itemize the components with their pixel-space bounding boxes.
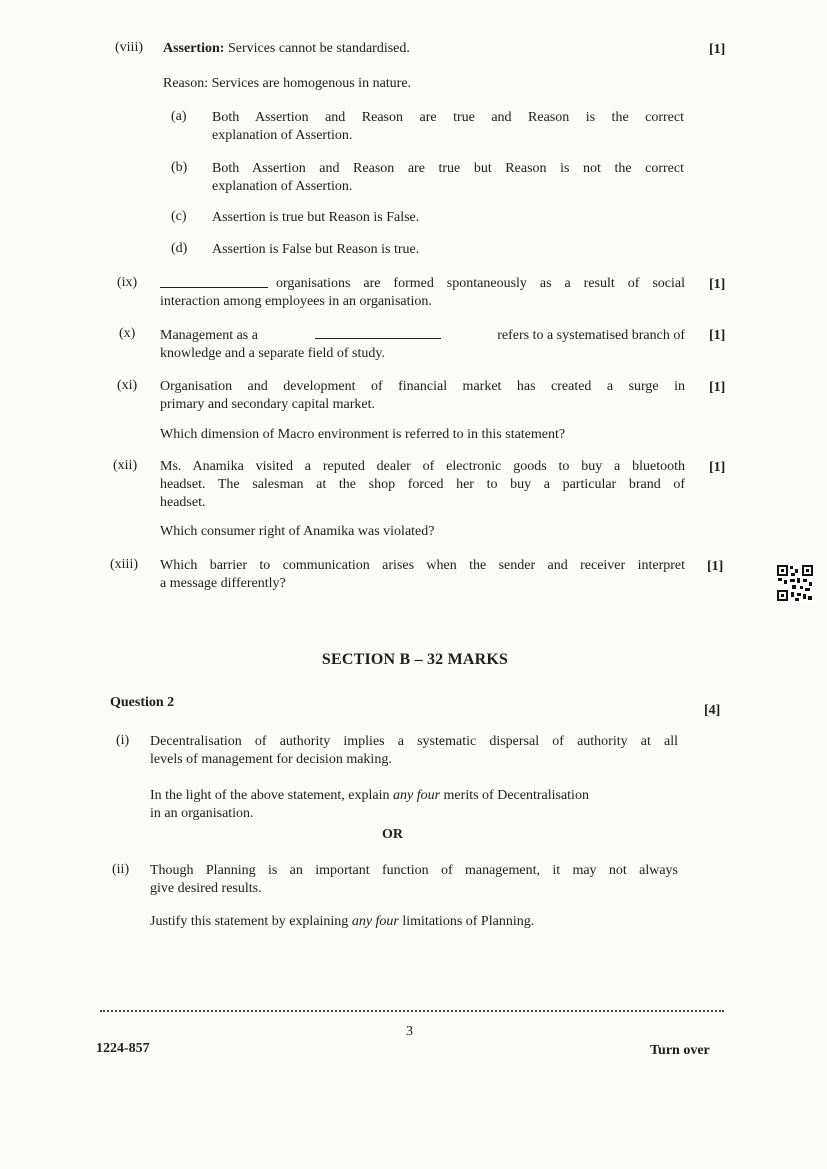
question-number: (viii) <box>115 40 143 55</box>
question-number: (x) <box>119 326 136 341</box>
question-number: (i) <box>116 733 130 748</box>
emphasis-text: any four <box>392 788 441 803</box>
reason-label: Reason: <box>163 76 209 91</box>
paper-code: 1224-857 <box>96 1041 150 1056</box>
fill-blank <box>160 275 268 288</box>
qr-code-icon <box>776 564 814 602</box>
question-label: Question 2 <box>110 695 175 710</box>
option-line: Both Assertion and Reason are true but Reason is not the correct <box>212 161 684 176</box>
option-c: Assertion is true but Reason is False. <box>212 210 420 225</box>
emphasis-text: any four <box>351 914 399 929</box>
question-line: Which barrier to communication arises when the sender and receiver interpret <box>160 558 685 573</box>
question-number: (ii) <box>112 862 130 877</box>
option-letter: (c) <box>171 209 187 224</box>
assertion-line <box>163 40 683 58</box>
text-span: limitations of Planning. <box>398 914 535 929</box>
reason-line <box>163 75 683 93</box>
text-span: In the light of the above statement, explain <box>150 788 393 803</box>
option-line: explanation of Assertion. <box>212 128 353 143</box>
option-letter: (d) <box>171 241 188 256</box>
option-letter: (b) <box>171 160 188 175</box>
question-number: (xi) <box>117 378 138 393</box>
option-d: Assertion is False but Reason is true. <box>212 242 420 257</box>
question-line: headset. <box>160 495 206 510</box>
marks-label: [1] <box>709 460 726 475</box>
question-text <box>160 557 685 593</box>
option-letter: (a) <box>171 109 187 124</box>
question-text <box>160 275 685 311</box>
question-line: primary and secondary capital market. <box>160 397 375 412</box>
assertion-text: Services cannot be standardised. <box>224 41 410 56</box>
question-line: Which consumer right of Anamika was violated? <box>160 524 435 539</box>
question-text <box>160 326 685 363</box>
option-line: Both Assertion and Reason are true and Reason is the correct <box>212 110 684 125</box>
turn-over-label: Turn over <box>650 1043 710 1058</box>
question-line: Decentralisation of authority implies a systematic dispersal of authority at all <box>150 734 678 749</box>
question-text <box>160 378 685 414</box>
option-a <box>212 109 684 145</box>
fill-blank <box>315 326 441 339</box>
question-text <box>150 913 678 931</box>
question-text <box>150 862 678 898</box>
question-line: Management as a <box>160 328 258 343</box>
question-line: Which dimension of Macro environment is referred to in this statement? <box>160 427 566 442</box>
question-text <box>150 787 678 823</box>
footer-divider <box>100 1010 724 1012</box>
question-line: knowledge and a separate field of study. <box>160 346 385 361</box>
question-text <box>160 458 685 512</box>
question-line: Though Planning is an important function of management, it may not always <box>150 863 678 878</box>
question-number: (ix) <box>117 275 138 290</box>
question-line <box>150 913 678 931</box>
question-line <box>150 787 678 805</box>
option-line: explanation of Assertion. <box>212 179 353 194</box>
text-span: Justify this statement by explaining <box>150 914 352 929</box>
marks-label: [1] <box>709 42 726 57</box>
marks-label: [1] <box>709 380 726 395</box>
question-line: interaction among employees in an organisation. <box>160 294 432 309</box>
text-span: merits of Decentralisation <box>440 788 589 803</box>
question-line: organisations are formed spontaneously as a result of social <box>276 276 685 291</box>
option-b <box>212 160 684 196</box>
assertion-label: Assertion: <box>163 41 225 56</box>
page-number: 3 <box>406 1024 413 1039</box>
question-line: a message differently? <box>160 576 286 591</box>
marks-label: [1] <box>709 328 726 343</box>
question-line: levels of management for decision making. <box>150 752 392 767</box>
question-number: (xii) <box>113 458 138 473</box>
question-line: headset. The salesman at the shop forced her to buy a particular brand of <box>160 477 685 492</box>
question-line: give desired results. <box>150 881 262 896</box>
reason-text: Services are homogenous in nature. <box>208 76 412 91</box>
marks-label: [1] <box>707 559 724 574</box>
question-number: (xiii) <box>110 557 138 572</box>
question-line: Organisation and development of financial market has created a surge in <box>160 379 685 394</box>
marks-label: [4] <box>704 703 721 718</box>
or-divider: OR <box>382 827 403 842</box>
question-line: in an organisation. <box>150 806 254 821</box>
question-line: Ms. Anamika visited a reputed dealer of electronic goods to buy a bluetooth <box>160 459 685 474</box>
marks-label: [1] <box>709 277 726 292</box>
question-line: refers to a systematised branch of <box>497 328 685 343</box>
question-text <box>150 733 678 769</box>
section-title: SECTION B – 32 MARKS <box>321 651 509 668</box>
